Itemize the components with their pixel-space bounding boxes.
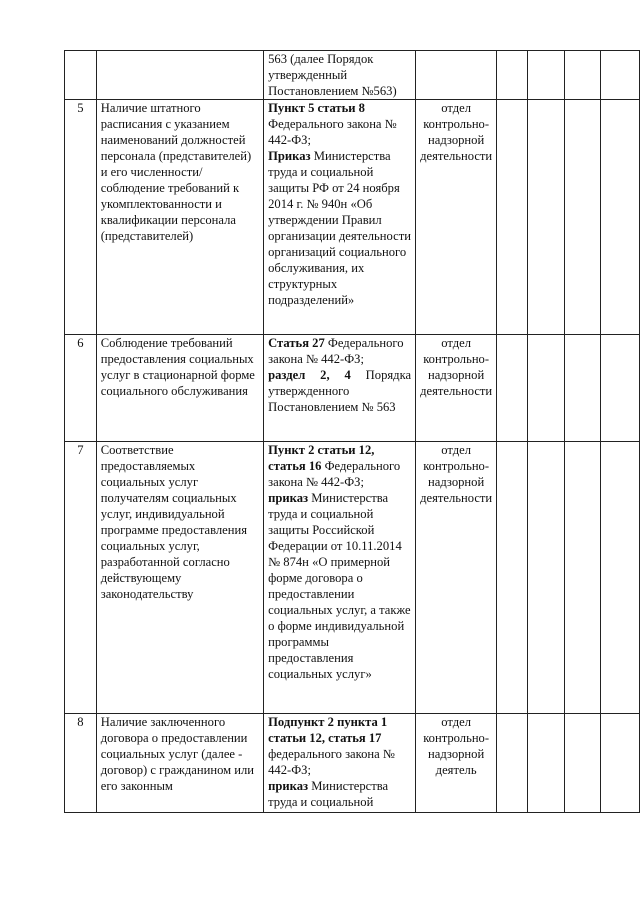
- department-cell: отдел контрольно-надзорной деятельности: [416, 335, 497, 442]
- empty-cell: [565, 442, 601, 714]
- empty-cell: [601, 335, 640, 442]
- law-ref-bold: Приказ: [268, 149, 311, 163]
- empty-cell: [528, 714, 565, 813]
- law-ref-bold: приказ: [268, 491, 309, 505]
- requirement-cell: Наличие заключенного договора о предоставлении социальных услуг (далее - договор) с гражданином или его законным: [96, 714, 263, 813]
- law-ref-text: Федерального закона № 442-ФЗ;: [268, 459, 401, 489]
- law-ref-bold: Пункт 2 статьи 12, статья 16: [268, 443, 375, 473]
- law-ref-bold: раздел 2, 4: [268, 368, 351, 382]
- inspection-table: [64, 50, 640, 813]
- empty-cell: [528, 100, 565, 335]
- department-cell: отдел контрольно-надзорной деятельности: [416, 100, 497, 335]
- requirement-cell: [96, 51, 263, 100]
- table-row: [65, 714, 640, 813]
- empty-cell: [565, 335, 601, 442]
- empty-cell: [601, 442, 640, 714]
- law-ref-bold: Статья 27: [268, 336, 325, 350]
- empty-cell: [528, 51, 565, 100]
- empty-cell: [601, 100, 640, 335]
- law-ref-bold: приказ: [268, 779, 309, 793]
- department-cell: отдел контрольно-надзорной деятель: [416, 714, 497, 813]
- empty-cell: [497, 714, 528, 813]
- department-cell: отдел контрольно-надзорной деятельности: [416, 442, 497, 714]
- table-row: [65, 100, 640, 335]
- table-row: [65, 51, 640, 100]
- empty-cell: [497, 100, 528, 335]
- legal-basis-cell: [264, 51, 416, 100]
- legal-basis-cell: [264, 442, 416, 714]
- row-number: 5: [65, 100, 97, 335]
- empty-cell: [565, 100, 601, 335]
- law-ref-text: 563 (далее Порядок утвержденный Постановлением №563): [268, 52, 397, 98]
- row-number: 7: [65, 442, 97, 714]
- legal-basis-cell: [264, 100, 416, 335]
- law-ref-bold: Подпункт 2 пункта 1 статьи 12, статья 17: [268, 715, 388, 745]
- table-row: [65, 335, 640, 442]
- requirement-cell: Соответствие предоставляемых социальных услуг получателям социальных услуг, индивидуальной программе предоставления социальных услуг, разработанной согласно действующему законодательству: [96, 442, 263, 714]
- law-ref-text: Министерства труда и социальной защиты Российской Федерации от 10.11.2014 № 874н «О примерной форме договора о предоставлении социальных услуг, а также о форме индивидуальной программы предоставления социальных услуг»: [268, 491, 411, 681]
- requirement-cell: Соблюдение требований предоставления социальных услуг в стационарной форме социального обслуживания: [96, 335, 263, 442]
- requirement-cell: Наличие штатного расписания с указанием наименований должностей персонала (представителей) и его численности/соблюдение требований к укомплектованности и квалификации персонала (представителей): [96, 100, 263, 335]
- department-cell: [416, 51, 497, 100]
- empty-cell: [528, 335, 565, 442]
- law-ref-text: Порядка утвержденного Постановлением № 563: [268, 368, 412, 414]
- empty-cell: [601, 714, 640, 813]
- table-row: [65, 442, 640, 714]
- empty-cell: [497, 442, 528, 714]
- empty-cell: [497, 335, 528, 442]
- row-number: [65, 51, 97, 100]
- row-number: 6: [65, 335, 97, 442]
- table-body: [65, 51, 640, 813]
- legal-basis-cell: [264, 714, 416, 813]
- law-ref-text: Федерального закона № 442-ФЗ;: [268, 117, 397, 147]
- empty-cell: [601, 51, 640, 100]
- empty-cell: [565, 714, 601, 813]
- law-ref-text: Министерства труда и социальной: [268, 779, 389, 809]
- law-ref-bold: Пункт 5 статьи 8: [268, 101, 365, 115]
- empty-cell: [528, 442, 565, 714]
- law-ref-text: Министерства труда и социальной защиты РФ от 24 ноября 2014 г. № 940н «Об утверждении Правил организации деятельности организаций социального обслуживания, их структурных подразделений»: [268, 149, 411, 307]
- empty-cell: [565, 51, 601, 100]
- row-number: 8: [65, 714, 97, 813]
- empty-cell: [497, 51, 528, 100]
- law-ref-text: федерального закона № 442-ФЗ;: [268, 747, 395, 777]
- law-ref-text: Федерального закона № 442-ФЗ;: [268, 336, 404, 366]
- legal-basis-cell: [264, 335, 416, 442]
